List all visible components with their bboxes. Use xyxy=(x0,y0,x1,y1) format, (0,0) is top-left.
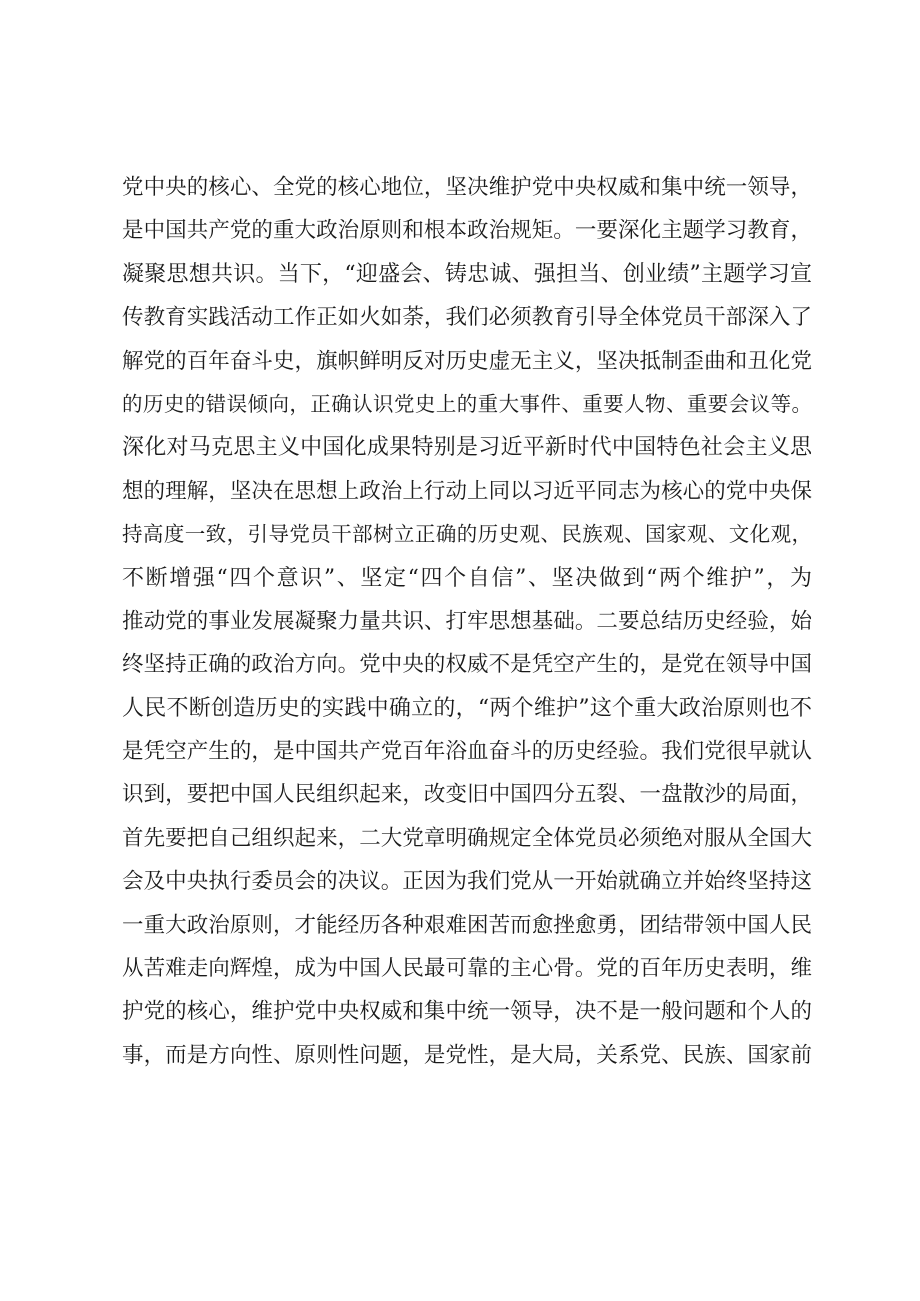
text-line: 是中国共产党的重大政治原则和根本政治规矩。一要深化主题学习教育， xyxy=(122,218,812,244)
text-line: 传教育实践活动工作正如火如荼，我们必须教育引导全体党员干部深入了 xyxy=(122,305,812,331)
text-line: 的历史的错误倾向，正确认识党史上的重大事件、重要人物、重要会议等。 xyxy=(122,391,812,416)
text-line: 凝聚思想共识。当下，“迎盛会、铸忠诚、强担当、创业绩”主题学习宣 xyxy=(122,261,812,287)
text-line: 不断增强“四个意识”、坚定“四个自信”、坚决做到“两个维护”，为 xyxy=(122,565,812,591)
text-line: 识到，要把中国人民组织起来，改变旧中国四分五裂、一盘散沙的局面， xyxy=(122,782,812,808)
text-line: 终坚持正确的政治方向。党中央的权威不是凭空产生的，是党在领导中国 xyxy=(122,652,812,678)
text-line: 从苦难走向辉煌，成为中国人民最可靠的主心骨。党的百年历史表明，维 xyxy=(122,956,812,982)
text-line: 深化对马克思主义中国化成果特别是习近平新时代中国特色社会主义思 xyxy=(122,435,812,461)
body-paragraph xyxy=(122,166,812,1077)
text-line: 人民不断创造历史的实践中确立的，“两个维护”这个重大政治原则也不 xyxy=(122,695,812,721)
text-line: 是凭空产生的，是中国共产党百年浴血奋斗的历史经验。我们党很早就认 xyxy=(122,739,812,765)
text-line: 事，而是方向性、原则性问题，是党性，是大局，关系党、民族、国家前 xyxy=(122,1042,812,1068)
text-line: 党中央的核心、全党的核心地位，坚决维护党中央权威和集中统一领导， xyxy=(122,175,812,200)
text-line: 解党的百年奋斗史，旗帜鲜明反对历史虚无主义，坚决抵制歪曲和丑化党 xyxy=(122,348,812,374)
text-line: 首先要把自己组织起来，二大党章明确规定全体党员必须绝对服从全国大 xyxy=(122,825,812,851)
text-line: 持高度一致，引导党员干部树立正确的历史观、民族观、国家观、文化观， xyxy=(122,522,812,547)
text-line: 推动党的事业发展凝聚力量共识、打牢思想基础。二要总结历史经验，始 xyxy=(122,608,812,634)
text-line: 想的理解，坚决在思想上政治上行动上同以习近平同志为核心的党中央保 xyxy=(122,478,812,504)
text-line: 护党的核心，维护党中央权威和集中统一领导，决不是一般问题和个人的 xyxy=(122,999,812,1025)
text-line: 一重大政治原则，才能经历各种艰难困苦而愈挫愈勇，团结带领中国人民 xyxy=(122,912,812,938)
text-line: 会及中央执行委员会的决议。正因为我们党从一开始就确立并始终坚持这 xyxy=(122,869,812,895)
